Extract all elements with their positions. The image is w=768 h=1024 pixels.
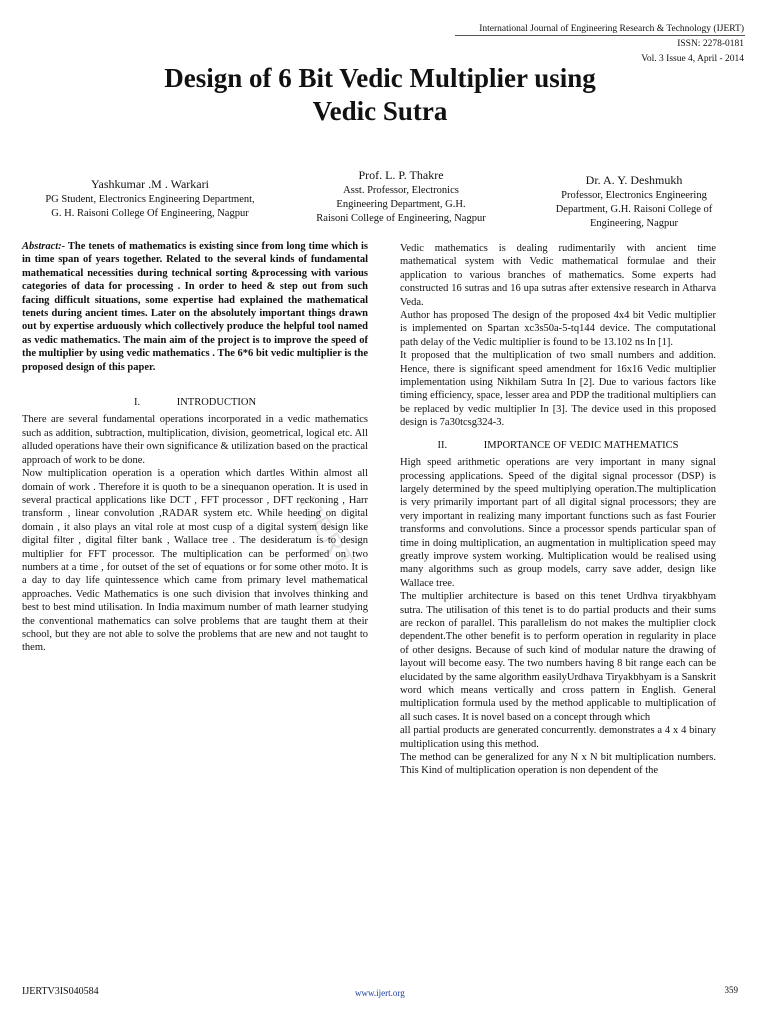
paragraph: Vedic mathematics is dealing rudimentarily with ancient time mathematical system with Vedic mathematical formulae and their application to various branches of mathematics. Some experts had constructed 16 sutras and 16 upa sutras after extensive research in Atharva Veda.	[400, 243, 716, 308]
author-1	[30, 176, 270, 221]
author-affiliation: PG Student, Electronics Engineering Department,	[45, 194, 255, 205]
section-heading-introduction	[22, 396, 368, 409]
title-line-2: Vedic Sutra	[312, 96, 448, 126]
journal-issn: ISSN: 2278-0181	[677, 39, 744, 49]
author-affiliation: Raisoni College of Engineering, Nagpur	[316, 213, 486, 224]
author-name: Yashkumar .M . Warkari	[91, 177, 209, 191]
section-number: I.	[133, 397, 141, 409]
journal-name: International Journal of Engineering Research & Technology (IJERT)	[479, 24, 744, 34]
author-affiliation: G. H. Raisoni College Of Engineering, Nagpur	[51, 208, 249, 219]
author-name: Dr. A. Y. Deshmukh	[585, 173, 683, 187]
abstract	[22, 240, 368, 374]
author-2	[298, 167, 504, 226]
footer-page-number: 359	[724, 985, 738, 995]
journal-volume: Vol. 3 Issue 4, April - 2014	[641, 54, 744, 64]
section-title: INTRODUCTION	[176, 397, 257, 409]
section-heading-importance	[400, 439, 716, 452]
author-affiliation: Engineering Department, G.H.	[336, 199, 466, 210]
paper-title	[60, 62, 700, 128]
author-affiliation: Engineering, Nagpur	[589, 218, 679, 229]
journal-header	[479, 22, 744, 67]
footer-url-link[interactable]: www.ijert.org	[355, 988, 405, 998]
left-column	[22, 240, 368, 655]
author-affiliation: Department, G.H. Raisoni College of	[555, 204, 713, 215]
abstract-text: The tenets of mathematics is existing since from long time which is in time span of years together. Related to the several kinds of fundamental mathematical necessities during technical sorting &processing with various categories of data for processing . In order to heed & step out from such facing difficult situations, some expertise had explained the mathematical tenets during ancient times. Later on the absolutely important things drawn out by expertise arduously which collectively produce the helpful tool named as vedic mathematics. The main aim of the project is to improve the speed of the multiplier by using vedic mathematics . The 6*6 bit vedic multiplier is the proposed design of this paper.	[22, 241, 369, 373]
section-title: IMPORTANCE OF VEDIC MATHEMATICS	[483, 439, 679, 451]
paragraph: It proposed that the multiplication of two small numbers and addition. Hence, there is significant speed amendment for 16x16 Vedic multiplier implementation using Nikhilam Sutra In [2]. Due to various factors like timing efficiency, space, lesser area and PDP the traditional multipliers can be replaced by vedic multiplier In [3]. The device used in this proposed design is 7a30tcsg324-3.	[400, 350, 716, 429]
abstract-lead: Abstract:-	[22, 241, 66, 252]
paragraph: Author has proposed The design of the proposed 4x4 bit Vedic multiplier is implemented on Spartan xc3s50a-5-tq144 device. The computational path delay of the Vedic multiplier is found to be 13.102 ns In [1].	[400, 310, 716, 348]
header-rule	[455, 35, 745, 36]
section-number: II.	[437, 439, 448, 451]
watermark: IJERT	[292, 490, 362, 576]
paragraph: High speed arithmetic operations are very important in many signal processing applications. Speed of the digital signal processor (DSP) is largely determined by the speed multiplying operation.The multiplication is very primarily important part of all digital signal processors; they are very important in realizing many important functions such as fast Fourier transforms and convolutions. Since a processor spends particular span of time in doing multiplication, an augmentation in multiplication speed may greatly improve system working. Multiplication would be realised using many algorithms such as group models, carry save adder, design like Wallace tree.	[400, 457, 716, 589]
paragraph: all partial products are generated concurrently. demonstrates a 4 x 4 binary multiplication using this method.	[400, 725, 716, 750]
paragraph: There are several fundamental operations incorporated in a vedic mathematics such as addition, subtraction, multiplication, division, geometrical, logical etc. All alluded operations have their own significance & utilization based on the practical approach of work to be done.	[22, 414, 368, 466]
author-affiliation: Asst. Professor, Electronics	[343, 185, 459, 196]
paragraph: The multiplier architecture is based on this tenet Urdhva tiryakbhyam sutra. The utilisation of this tenet is to do partial products and their sums are reckon of parallel. This parallelism do not makes the multiplier clock dependent.The other benefit is to perform operation in regularity in place of other designs. Because of such kind of modular nature the drawing of layout will become easy. The two numbers having 8 bit range each can be elucidated by the same algorithm easilyUrdhava Tiryakbhyam is a Sanskrit word which means vertically and cross pattern in English. General multiplication formula used by the method applicable to multiplication of all such cases. It is novel based on a concept through which	[400, 591, 716, 723]
author-3	[530, 172, 738, 231]
right-column	[400, 242, 716, 778]
paragraph: Now multiplication operation is a operation which dartles Within almost all domain of work . Therefore it is quoth to be a sinequanon operation. It is used in several practical applications like DCT , FFT processor , DFT reckoning , Harr transform , linear convolution ,RADAR system etc. While heeding on digital domain , it also plays an vital role at most cusp of a digital system design like digital filter , digital filter bank , Wallace tree . The desideratum is to design multiplier for FFT processor. The multiplication can be performed on two numbers at a time , for outset of the set of equations or for some other moto. It is a day to day life quintessence which came from primary level mathematical approaches. Vedic Mathematics is one such division that involves thinking and best to best mind utilisation. In India maximum number of math learner studying the conventional mathematics can solve problems that are taught them at their school, but they are not able to solve the problems that are new and not taught to them.	[22, 468, 368, 654]
author-affiliation: Professor, Electronics Engineering	[561, 190, 707, 201]
paragraph: The method can be generalized for any N x N bit multiplication numbers. This Kind of multiplication operation is non dependent of the	[400, 752, 716, 777]
footer-paper-id: IJERTV3IS040584	[22, 986, 99, 997]
author-name: Prof. L. P. Thakre	[358, 168, 444, 182]
title-line-1: Design of 6 Bit Vedic Multiplier using	[164, 63, 596, 93]
